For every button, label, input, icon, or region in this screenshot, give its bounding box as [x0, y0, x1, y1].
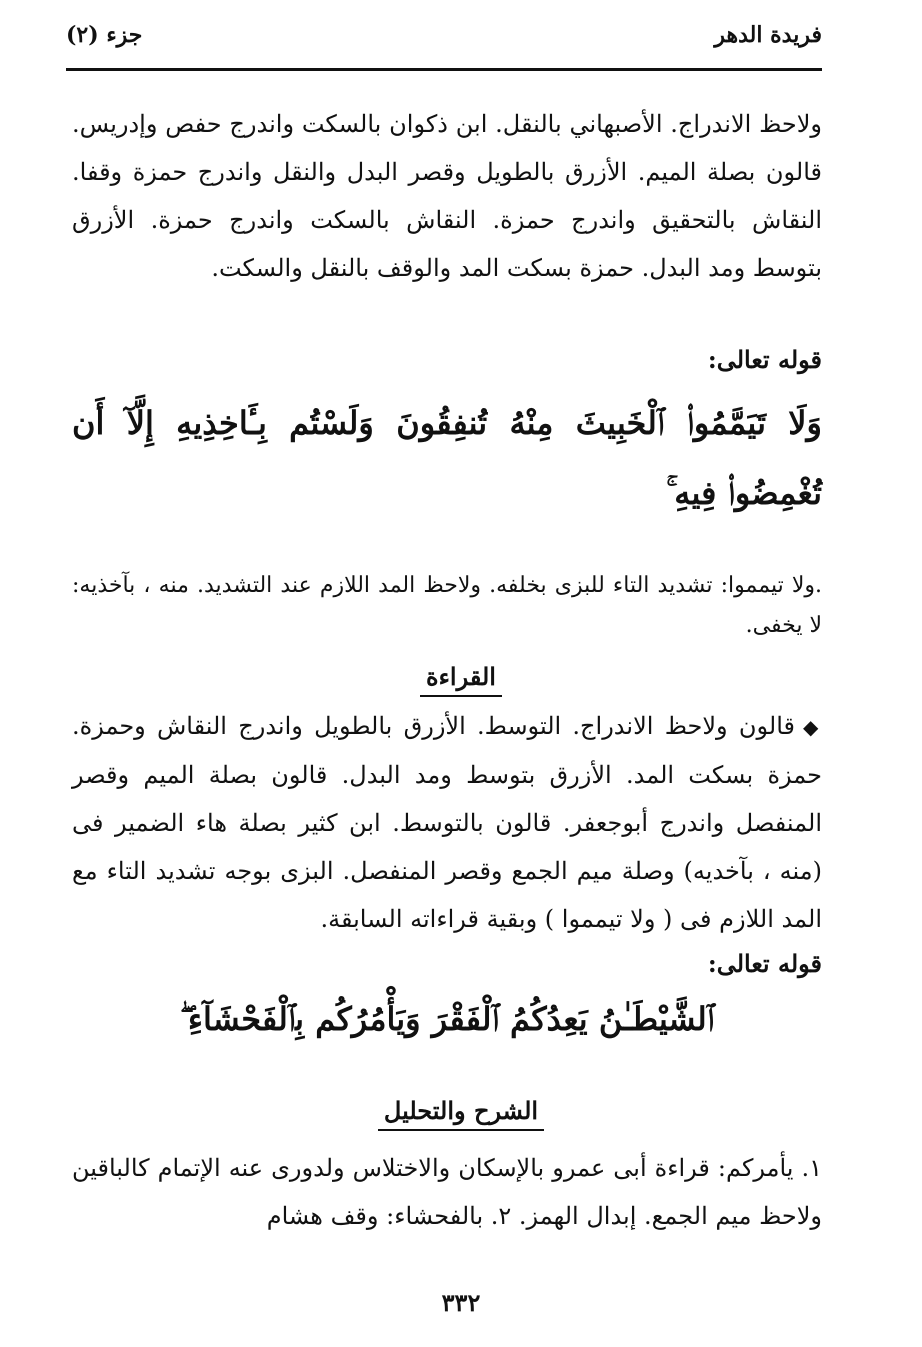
- verse-label-2: قوله تعالى:: [707, 949, 822, 978]
- section-heading-explanation-text: الشرح والتحليل: [378, 1096, 544, 1131]
- book-title: فريدة الدهر: [714, 22, 822, 48]
- paragraph-2-text: قالون ولاحظ الاندراج. التوسط. الأزرق بالطويل واندرج النقاش وحمزة. حمزة بسكت المد. الأزرق بتوسط ومد البدل. قالون بصلة الميم وقصر المنفصل واندرج أبوجعفر. قالون بالتوسط. ابن كثير بصلة هاء الضمير فى (منه ، بآخديه) وصلة ميم الجمع وقصر المنفصل. البزى بوجه تشديد التاء مع المد اللازم فى ( ولا تيمموا ) وبقية قراءاته السابقة.: [72, 712, 822, 933]
- part-label: جزء (٢): [66, 22, 143, 48]
- note-1: .ولا تيمموا: تشديد التاء للبزى بخلفه. ولاحظ المد اللازم عند التشديد. منه ، بآخذيه: لا يخفى.: [72, 573, 822, 638]
- diamond-bullet-icon: ◆: [802, 715, 822, 739]
- paragraph-1: ولاحظ الاندراج. الأصبهاني بالنقل. ابن ذكوان بالسكت واندرج حفص وإدريس. قالون بصلة الميم. الأزرق بالطويل وقصر البدل والنقل واندرج حمزة وقفا. النقاش بالتحقيق واندرج حمزة. النقاش بالسكت واندرج حمزة. الأزرق بتوسط ومد البدل. حمزة بسكت المد والوقف بالنقل والسكت.: [72, 110, 822, 282]
- section-heading-reading-text: القراءة: [420, 662, 502, 697]
- section-heading-reading: [0, 662, 922, 697]
- quran-verse-1: وَلَا تَيَمَّمُوا۟ ٱلْخَبِيثَ مِنْهُ تُنفِقُونَ وَلَسْتُم بِـَٔاخِذِيهِ إِلَّآ أَن تُغْمِضُوا۟ فِيهِ ۚ: [72, 404, 822, 512]
- page-number: ٣٣٢: [441, 1288, 481, 1317]
- section-heading-explanation: [0, 1096, 922, 1131]
- page-header: [66, 18, 822, 71]
- paragraph-2: [72, 702, 822, 943]
- paragraph-3: ١. يأمركم: قراءة أبى عمرو بالإسكان والاختلاس ولدورى عنه الإتمام كالباقين ولاحظ ميم الجمع. إبدال الهمز. ٢. بالفحشاء: وقف هشام: [72, 1154, 822, 1230]
- verse-label-1: قوله تعالى:: [707, 345, 822, 374]
- quran-verse-2: ٱلشَّيْطَـٰنُ يَعِدُكُمُ ٱلْفَقْرَ وَيَأْمُرُكُم بِٱلْفَحْشَآءِ ۖ: [179, 1000, 715, 1038]
